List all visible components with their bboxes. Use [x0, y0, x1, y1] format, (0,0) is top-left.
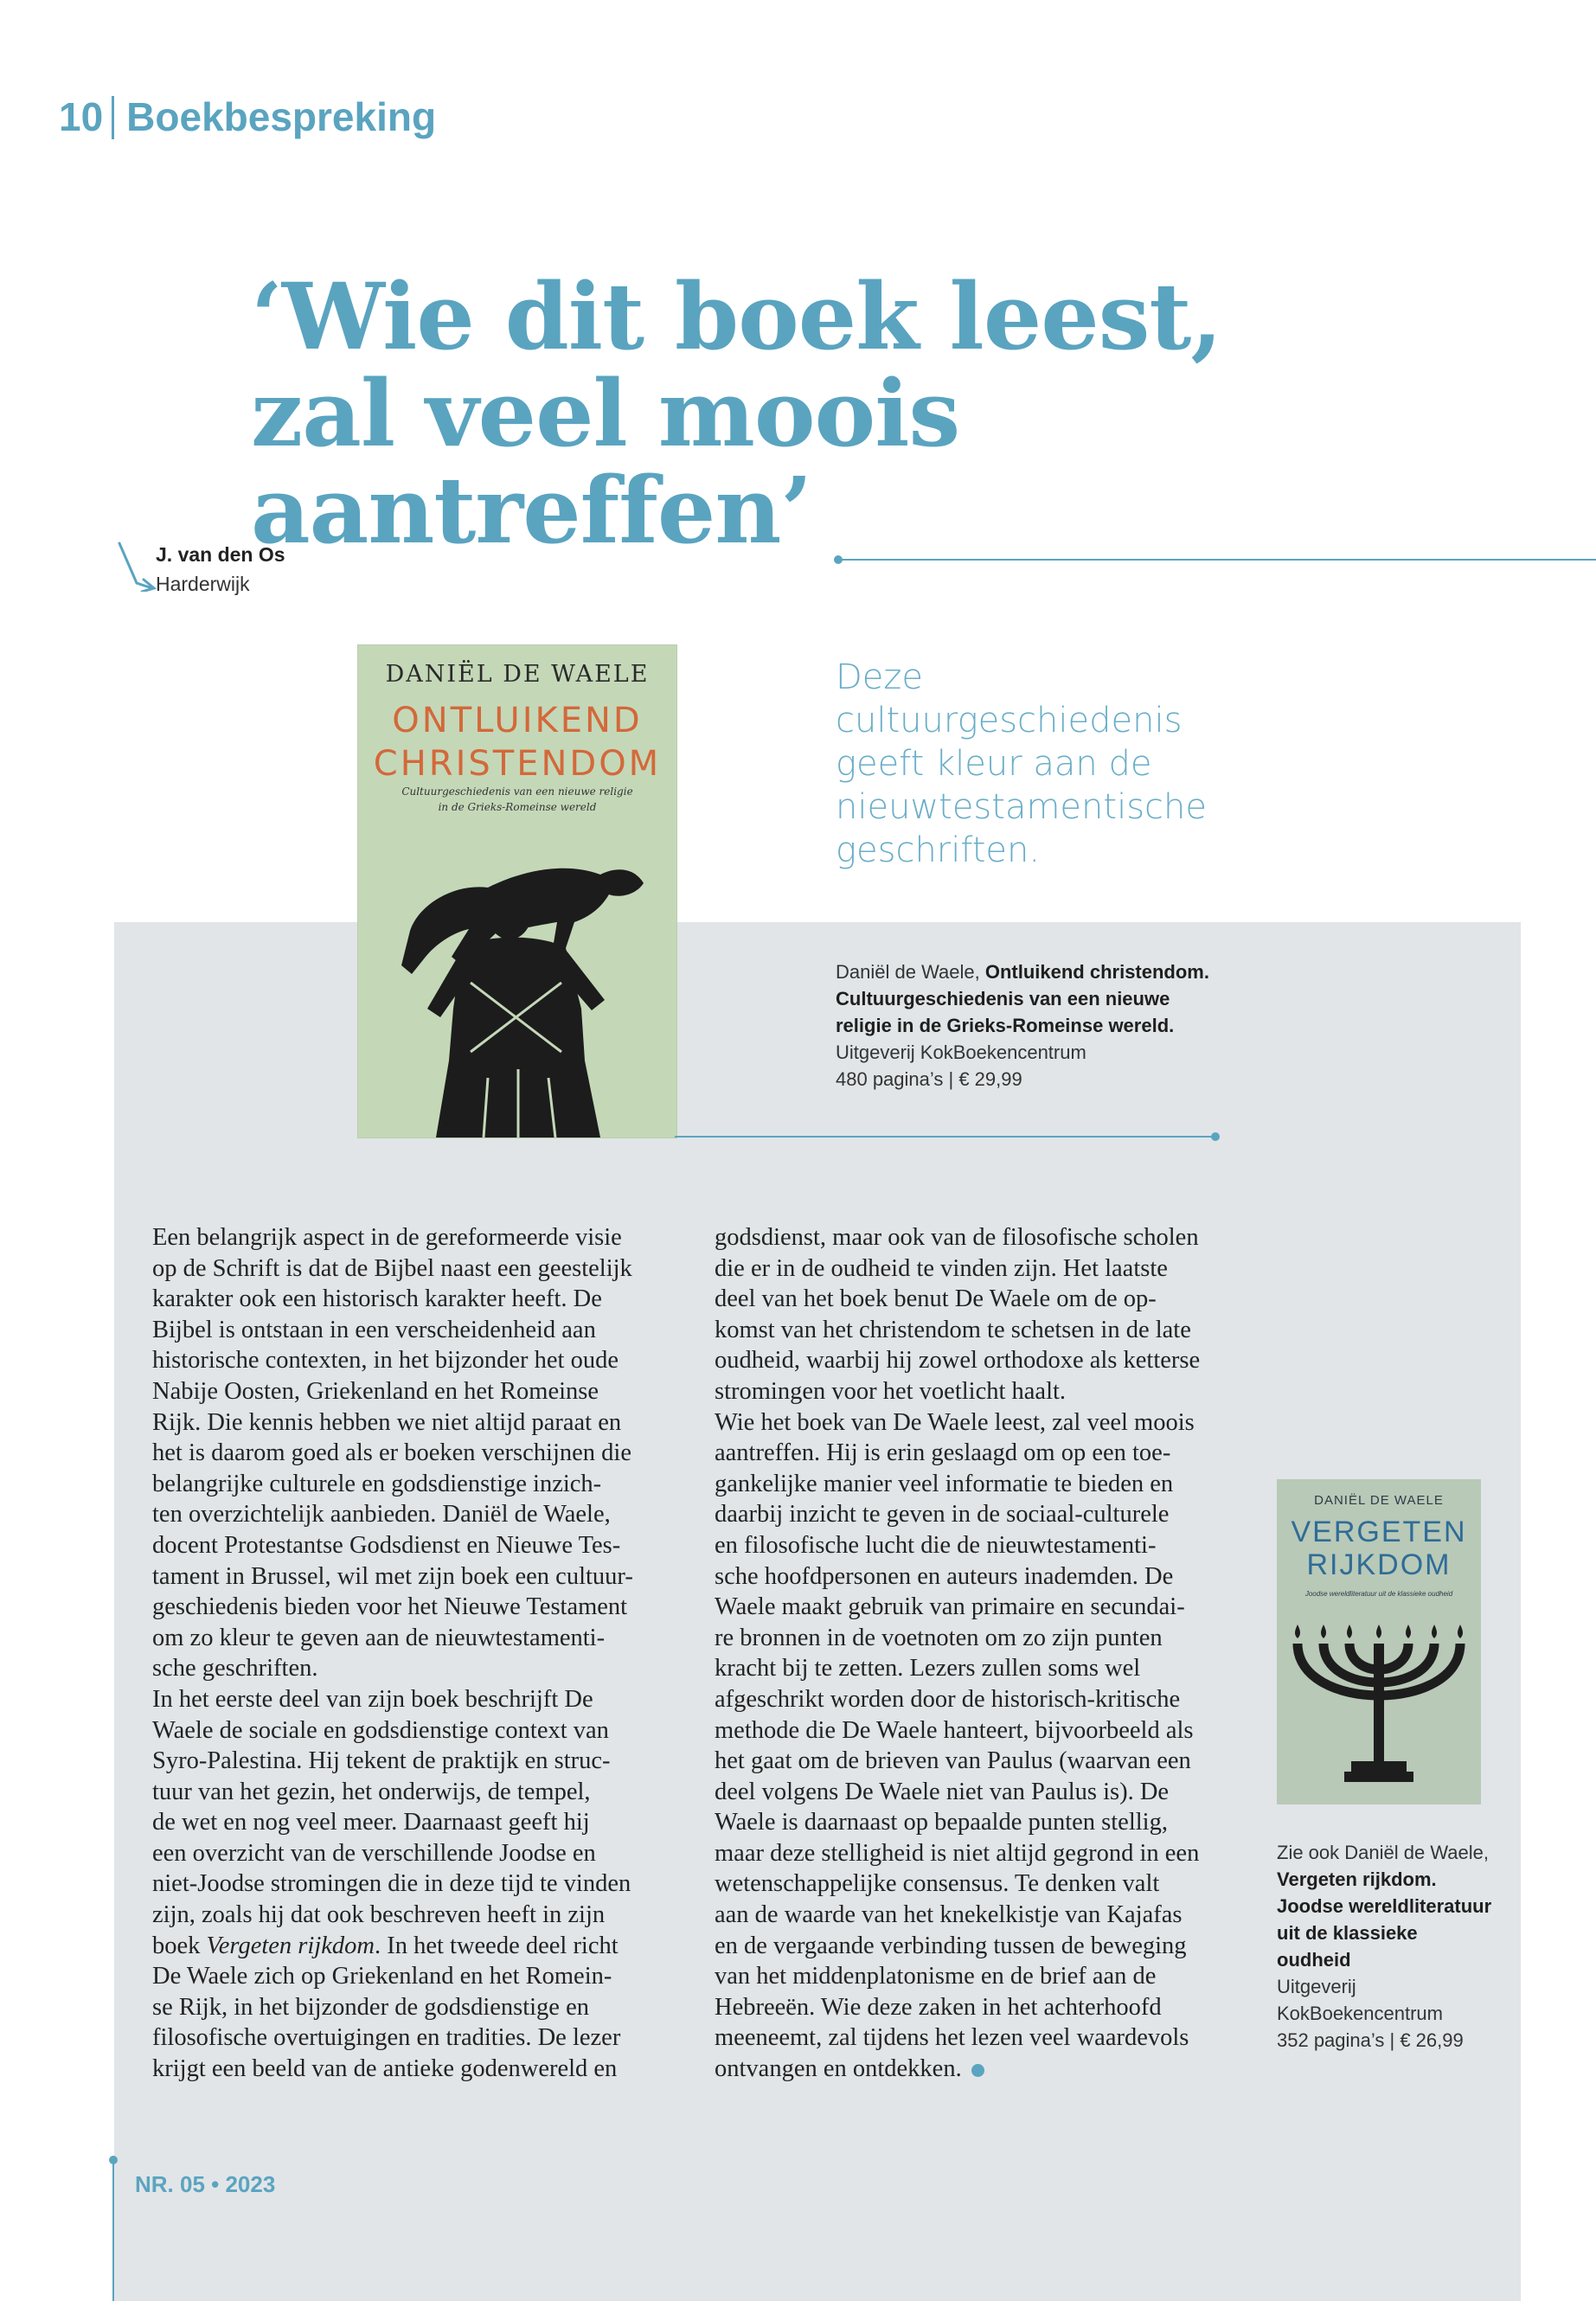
section-title: Boekbespreking [126, 94, 437, 139]
body-line: stromingen voor het voetlicht haalt. [715, 1377, 1067, 1405]
headline-line-2: zal veel moois aantreffen’ [251, 359, 960, 564]
body-line: komst van het christendom te schetsen in de late [715, 1316, 1191, 1343]
book-info-details: 352 pagina’s | € 26,99 [1277, 2029, 1464, 2051]
body-line: Waele de sociale en godsdienstige context van [152, 1716, 609, 1744]
book-cover-vergeten-rijkdom [1277, 1479, 1481, 1804]
body-line: de wet en nog veel meer. Daarnaast geeft hij [152, 1809, 590, 1836]
footer-dot [109, 2156, 118, 2164]
cover-subtitle [375, 784, 659, 815]
body-line: en filosofische lucht die de nieuwtestamenti- [715, 1531, 1157, 1559]
footer-line [112, 2159, 114, 2301]
author-arrow-icon [116, 540, 159, 592]
body-line: ten overzichtelijk aanbieden. Daniël de Waele, [152, 1501, 611, 1529]
body-line: deel van het boek benut De Waele om de op- [715, 1285, 1157, 1313]
body-line: en de vergaande verbinding tussen de beweging [715, 1932, 1187, 1959]
body-line: geschiedenis bieden voor het Nieuwe Testament [152, 1593, 628, 1621]
body-text: . In het tweede deel richt [374, 1932, 619, 1959]
body-line: op de Schrift is dat de Bijbel naast een geestelijk [152, 1254, 632, 1282]
divider-dot [834, 555, 843, 564]
cover-subtitle: Joodse wereldliteratuur uit de klassieke oudheid [1304, 1590, 1453, 1598]
body-line: die er in de oudheid te vinden zijn. Het laatste [715, 1254, 1168, 1282]
divider-line [837, 559, 1596, 561]
cover-title-line-1: ONTLUIKEND [392, 701, 643, 740]
body-line: Syro-Palestina. Hij tekent de praktijk en struc- [152, 1747, 611, 1775]
body-line: In het eerste deel van zijn boek beschrijft De [152, 1685, 593, 1713]
info-divider-dot [1211, 1132, 1220, 1141]
body-line: tament in Brussel, wil met zijn boek een cultuur- [152, 1562, 633, 1590]
body-line: aantreffen. Hij is erin geslaagd om op een toe- [715, 1439, 1171, 1467]
cover-subtitle-line-2: in de Grieks-Romeinse wereld [438, 801, 597, 813]
shepherd-illustration [358, 836, 676, 1138]
body-line: methode die De Waele hanteert, bijvoorbeeld als [715, 1716, 1194, 1744]
author-name: J. van den Os [156, 543, 285, 566]
cover-author: DANIËL DE WAELE [385, 661, 650, 688]
body-line: daarbij inzicht te geven in de sociaal-culturele [715, 1501, 1170, 1529]
book-info-prefix: Zie ook Daniël de Waele, [1277, 1842, 1489, 1863]
body-line-last [715, 2054, 1251, 2085]
body-line: tuur van het gezin, het onderwijs, de tempel, [152, 1778, 591, 1805]
body-line: Wie het boek van De Waele leest, zal veel moois [715, 1408, 1195, 1436]
cover-title-line-2: RIJKDOM [1306, 1548, 1452, 1581]
cover-title [358, 699, 676, 785]
body-text: ontvangen en ontdekken. [715, 2055, 962, 2083]
body-line: om zo kleur te geven aan de nieuwtestamenti- [152, 1624, 606, 1651]
body-line: karakter ook een historisch karakter heeft. De [152, 1285, 602, 1313]
body-line: een overzicht van de verschillende Joodse en [152, 1839, 596, 1867]
body-line: belangrijke culturele en godsdienstige inzich- [152, 1470, 602, 1497]
article-headline [251, 262, 1462, 564]
book-info-secondary [1277, 1839, 1493, 2054]
body-line: De Waele zich op Griekenland en het Romein- [152, 1963, 612, 1990]
body-line: docent Protestantse Godsdienst en Nieuwe Tes- [152, 1531, 621, 1559]
body-line: Een belangrijk aspect in de gereformeerde visie [152, 1224, 622, 1251]
cover-subtitle-line-1: Cultuurgeschiedenis van een nieuwe religie [401, 785, 633, 798]
body-line: godsdienst, maar ook van de filosofische scholen [715, 1224, 1199, 1251]
body-line: historische contexten, in het bijzonder het oude [152, 1347, 619, 1375]
body-line: zijn, zoals hij dat ook beschreven heeft in zijn [152, 1901, 606, 1929]
body-line: Waele is daarnaast op bepaalde punten stellig, [715, 1809, 1168, 1836]
body-line: sche geschriften. [152, 1655, 318, 1682]
header-separator [112, 96, 114, 139]
book-info [836, 958, 1225, 1093]
body-line: se Rijk, in het bijzonder de godsdienstige en [152, 1993, 589, 2021]
cover-title-line-2: CHRISTENDOM [373, 744, 662, 784]
body-line: krijgt een beeld van de antieke godenwereld en [152, 2055, 618, 2083]
page-number: 10 [59, 94, 104, 139]
body-column-right [715, 1222, 1251, 2085]
page-header [59, 93, 436, 140]
book-info-title: Ontluikend christendom. Cultuurgeschiedenis van een nieuwe religie in de Grieks-Romeinse wereld. [836, 961, 1209, 1036]
body-line: Waele maakt gebruik van primaire en secundai- [715, 1593, 1185, 1621]
book-title-italic: Vergeten rijkdom [206, 1932, 375, 1959]
headline-line-1: ‘Wie dit boek leest, [251, 262, 1222, 370]
body-text: boek [152, 1932, 207, 1959]
cover-author: DANIËL DE WAELE [1314, 1493, 1444, 1508]
cover-title-line-1: VERGETEN [1291, 1516, 1467, 1548]
body-line: Hebreeën. Wie deze zaken in het achterhoofd [715, 1993, 1162, 2021]
end-mark-icon [971, 2064, 984, 2077]
pull-quote: Deze cultuurgeschiedenis geeft kleur aan de nieuwtestamentische geschriften. [836, 657, 1207, 870]
body-line: meeneemt, zal tijdens het lezen veel waardevols [715, 2024, 1189, 2052]
body-line: deel volgens De Waele niet van Paulus is). De [715, 1778, 1170, 1805]
cover-title [1277, 1516, 1481, 1581]
menorah-icon [1277, 1609, 1481, 1804]
body-line: afgeschrikt worden door de historisch-kritische [715, 1685, 1181, 1713]
body-column-left [152, 1222, 689, 2085]
issue-label: NR. 05 • 2023 [135, 2171, 276, 2197]
body-line: het gaat om de brieven van Paulus (waarvan een [715, 1747, 1191, 1775]
body-line: wetenschappelijke consensus. Te denken valt [715, 1870, 1160, 1898]
book-info-details: 480 pagina’s | € 29,99 [836, 1068, 1022, 1090]
body-line: oudheid, waarbij hij zowel orthodoxe als ketterse [715, 1347, 1201, 1375]
body-line [152, 1931, 689, 1962]
book-info-title: Vergeten rijkdom. Joodse wereldliteratuur uit de klassieke oudheid [1277, 1868, 1492, 1971]
body-line: filosofische overtuigingen en tradities. De lezer [152, 2024, 621, 2052]
book-info-publisher: Uitgeverij KokBoekencentrum [1277, 1976, 1443, 2024]
body-line: maar deze stelligheid is niet altijd gegrond in een [715, 1839, 1200, 1867]
body-line: van het middenplatonisme en de brief aan de [715, 1963, 1157, 1990]
body-line: sche hoofdpersonen en auteurs inademden. De [715, 1562, 1174, 1590]
book-cover-ontluikend-christendom [358, 645, 676, 1138]
body-line: gankelijke manier veel informatie te bieden en [715, 1470, 1174, 1497]
body-line: Bijbel is ontstaan in een verscheidenheid aan [152, 1316, 596, 1343]
body-line: Rijk. Die kennis hebben we niet altijd paraat en [152, 1408, 622, 1436]
body-line: kracht bij te zetten. Lezers zullen soms wel [715, 1655, 1141, 1682]
body-line: het is daarom goed als er boeken verschijnen die [152, 1439, 631, 1467]
info-divider-line [675, 1136, 1215, 1138]
body-line: niet-Joodse stromingen die in deze tijd te vinden [152, 1870, 631, 1898]
body-line: Nabije Oosten, Griekenland en het Romeinse [152, 1377, 599, 1405]
body-line: aan de waarde van het knekelkistje van Kajafas [715, 1901, 1183, 1929]
book-info-publisher: Uitgeverij KokBoekencentrum [836, 1042, 1086, 1063]
author-place: Harderwijk [156, 573, 250, 595]
book-info-author: Daniël de Waele, [836, 961, 980, 983]
body-line: re bronnen in de voetnoten om zo zijn punten [715, 1624, 1163, 1651]
